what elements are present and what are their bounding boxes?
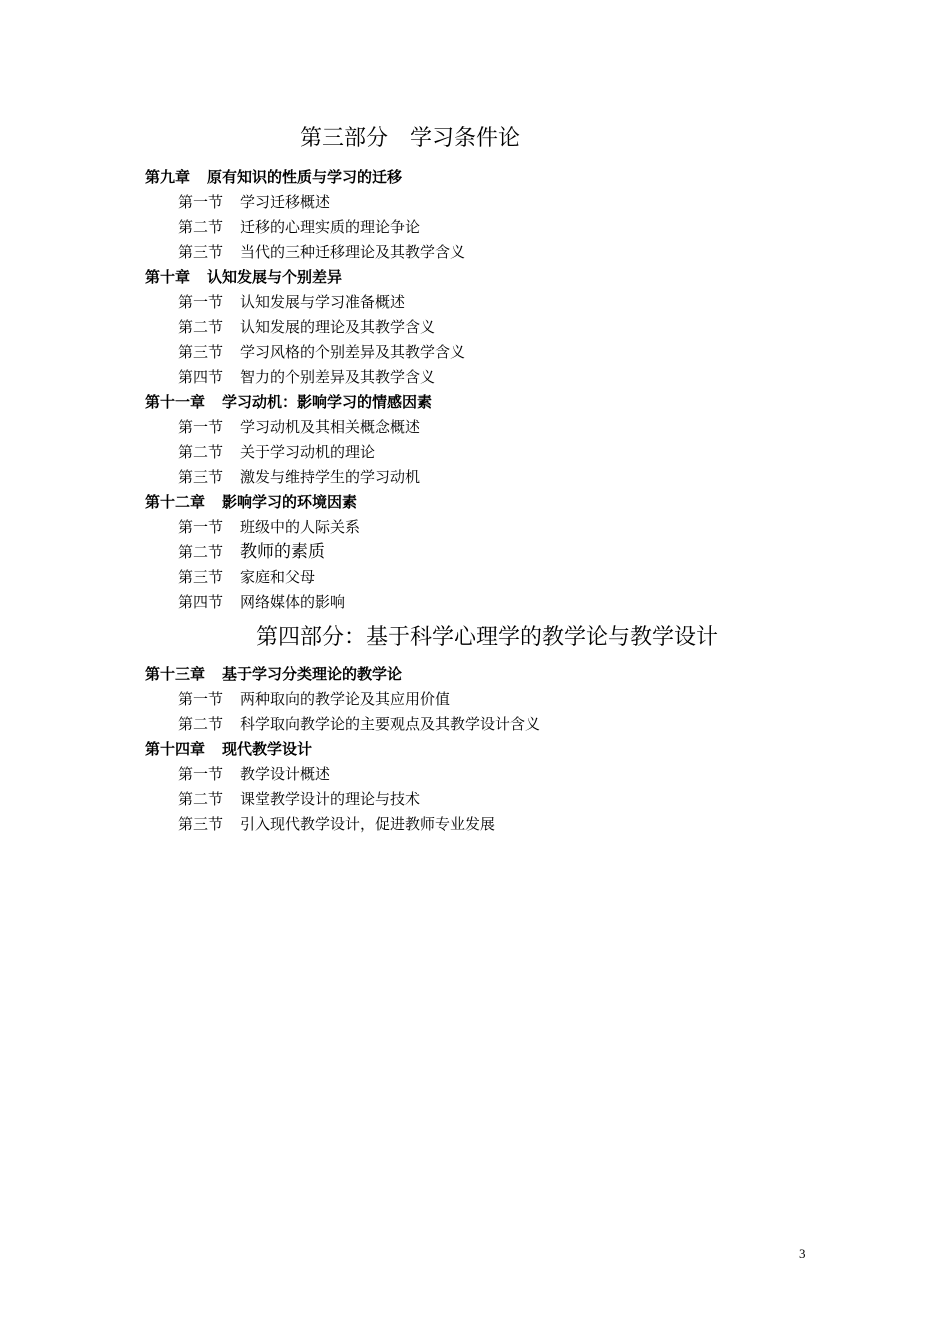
section-entry <box>145 215 845 240</box>
section-entry <box>145 440 845 465</box>
section-number: 第一节 <box>178 418 224 436</box>
section-title: 教师的素质 <box>240 542 326 562</box>
section-entry <box>145 812 845 837</box>
section-number: 第三节 <box>178 468 224 486</box>
section-entry <box>145 190 845 215</box>
section-number: 第三节 <box>178 568 224 586</box>
section-title: 认知发展的理论及其教学含义 <box>240 318 436 336</box>
chapter-heading <box>145 390 845 415</box>
table-of-contents-part-4 <box>145 662 845 837</box>
section-entry <box>145 712 845 737</box>
section-entry <box>145 515 845 540</box>
section-entry <box>145 565 845 590</box>
section-title: 课堂教学设计的理论与技术 <box>240 790 421 808</box>
section-entry <box>145 465 845 490</box>
section-title: 两种取向的教学论及其应用价值 <box>240 690 451 708</box>
section-entry <box>145 590 845 615</box>
chapter-number: 第十二章 <box>145 493 206 511</box>
chapter-title: 认知发展与个别差异 <box>207 268 343 286</box>
section-number: 第一节 <box>178 293 224 311</box>
chapter-heading <box>145 490 845 515</box>
section-title: 家庭和父母 <box>240 568 316 586</box>
page-number: 3 <box>799 1246 806 1261</box>
section-title: 学习风格的个别差异及其教学含义 <box>240 343 466 361</box>
section-title: 智力的个别差异及其教学含义 <box>240 368 436 386</box>
section-number: 第一节 <box>178 193 224 211</box>
section-title: 关于学习动机的理论 <box>240 443 376 461</box>
section-entry <box>145 365 845 390</box>
section-entry <box>145 240 845 265</box>
section-title: 教学设计概述 <box>240 765 331 783</box>
section-title: 激发与维持学生的学习动机 <box>240 468 421 486</box>
chapter-number: 第十一章 <box>145 393 206 411</box>
section-entry <box>145 762 845 787</box>
section-number: 第一节 <box>178 765 224 783</box>
section-entry <box>145 340 845 365</box>
section-entry <box>145 415 845 440</box>
section-title: 学习迁移概述 <box>240 193 331 211</box>
section-number: 第三节 <box>178 243 224 261</box>
section-number: 第三节 <box>178 815 224 833</box>
chapter-title: 基于学习分类理论的教学论 <box>222 665 403 683</box>
chapter-number: 第十章 <box>145 268 191 286</box>
chapter-heading <box>145 165 845 190</box>
section-title: 科学取向教学论的主要观点及其教学设计含义 <box>240 715 541 733</box>
chapter-heading <box>145 737 845 762</box>
part-title: 第四部分：基于科学心理学的教学论与教学设计 <box>256 625 719 650</box>
chapter-heading <box>145 265 845 290</box>
section-entry <box>145 290 845 315</box>
section-title: 当代的三种迁移理论及其教学含义 <box>240 243 466 261</box>
chapter-title: 影响学习的环境因素 <box>222 493 358 511</box>
chapter-number: 第十四章 <box>145 740 206 758</box>
section-number: 第二节 <box>178 218 224 236</box>
section-title: 网络媒体的影响 <box>240 593 346 611</box>
chapter-title: 原有知识的性质与学习的迁移 <box>207 168 403 186</box>
section-number: 第二节 <box>178 790 224 808</box>
section-number: 第二节 <box>178 443 224 461</box>
chapter-heading <box>145 662 845 687</box>
section-entry <box>145 687 845 712</box>
table-of-contents-part-3 <box>145 165 845 615</box>
section-entry <box>145 540 845 565</box>
section-title: 学习动机及其相关概念概述 <box>240 418 421 436</box>
section-number: 第四节 <box>178 368 224 386</box>
section-title: 班级中的人际关系 <box>240 518 361 536</box>
chapter-title: 学习动机：影响学习的情感因素 <box>222 393 433 411</box>
section-entry <box>145 315 845 340</box>
section-entry <box>145 787 845 812</box>
section-title: 引入现代教学设计，促进教师专业发展 <box>240 815 496 833</box>
section-number: 第一节 <box>178 690 224 708</box>
chapter-number: 第九章 <box>145 168 191 186</box>
section-title: 认知发展与学习准备概述 <box>240 293 406 311</box>
section-number: 第二节 <box>178 543 224 561</box>
section-number: 第二节 <box>178 715 224 733</box>
part-title: 第三部分 学习条件论 <box>300 126 521 151</box>
chapter-title: 现代教学设计 <box>222 740 313 758</box>
section-number: 第三节 <box>178 343 224 361</box>
section-number: 第二节 <box>178 318 224 336</box>
section-title: 迁移的心理实质的理论争论 <box>240 218 421 236</box>
section-number: 第一节 <box>178 518 224 536</box>
section-number: 第四节 <box>178 593 224 611</box>
chapter-number: 第十三章 <box>145 665 206 683</box>
